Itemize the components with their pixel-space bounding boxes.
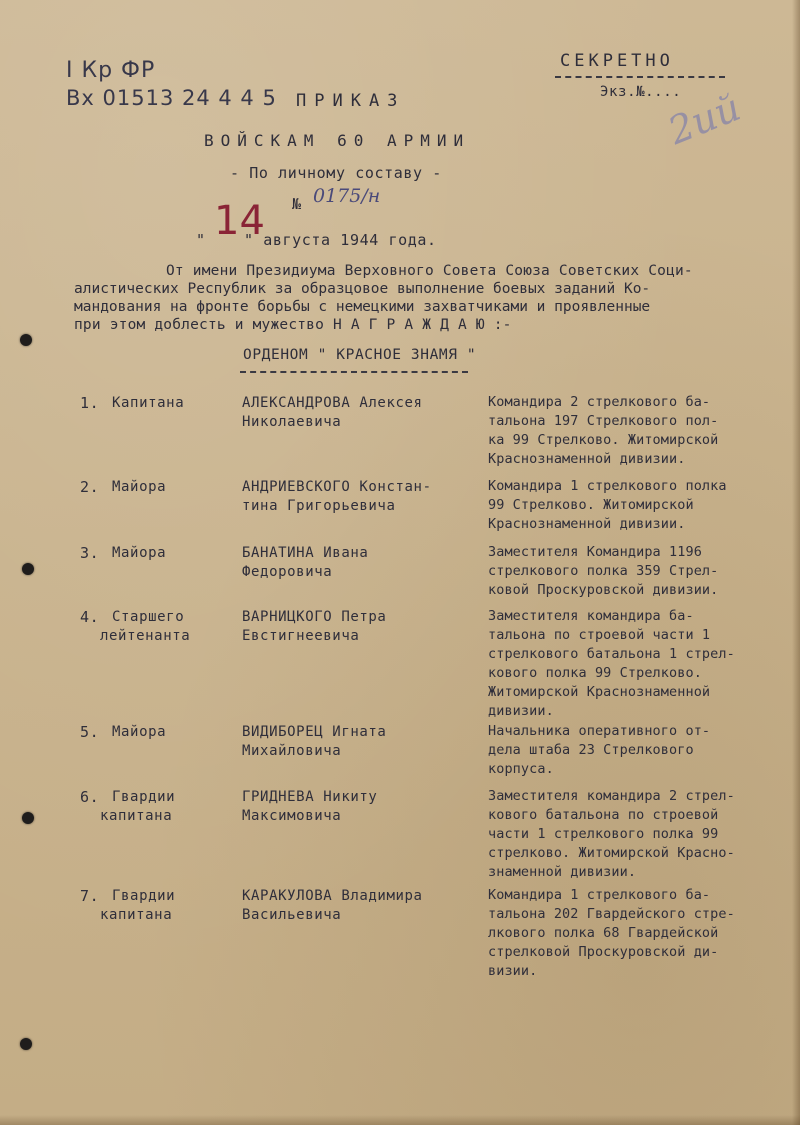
intro-line: при этом доблесть и мужество Н А Г Р А Ж Д А Ю :- — [74, 317, 512, 333]
awardee-position: дела штаба 23 Стрелкового — [488, 742, 694, 758]
awardee-position: визии. — [488, 963, 538, 979]
awardee-name: Васильевича — [242, 907, 342, 923]
awardee-name: Федоровича — [242, 564, 333, 580]
awardee-name: Евстигнеевича — [242, 628, 360, 644]
awardee-position: лкового полка 68 Гвардейской — [488, 925, 719, 941]
awardee-position: стрелкового батальона 1 стрел- — [488, 646, 735, 662]
awardee-position: кового батальона по строевой — [488, 807, 719, 823]
awardee-position: Заместителя командира 2 стрел- — [488, 788, 735, 804]
awardee-rank: Майора — [112, 724, 167, 740]
awardee-position: Краснознаменной дивизии. — [488, 516, 686, 532]
order-number-prefix: № — [292, 195, 302, 213]
awardee-name: КАРАКУЛОВА Владимира — [242, 888, 423, 904]
order-word: ПРИКАЗ — [296, 91, 406, 111]
awardee-rank: Капитана — [112, 395, 185, 411]
awardee-name: ВИДИБОРЕЦ Игната — [242, 724, 387, 740]
awardee-name: АЛЕКСАНДРОВА Алексея — [242, 395, 423, 411]
secret-underline — [555, 76, 725, 78]
intro-line: алистических Республик за образцовое выполнение боевых заданий Ко- — [74, 281, 651, 297]
awardee-position: корпуса. — [488, 761, 554, 777]
awardee-position: стрелкового полка 359 Стрел- — [488, 563, 719, 579]
awardee-name: Максимовича — [242, 808, 342, 824]
secret-label: СЕКРЕТНО — [560, 51, 674, 71]
awardee-number: 4. — [80, 608, 100, 626]
registration-code: I Кр ФР — [66, 58, 156, 83]
date-open-quote: " — [196, 231, 206, 249]
awardee-rank: Гвардии — [112, 789, 176, 805]
page-bottom-shadow — [0, 1115, 800, 1125]
awardee-position: дивизии. — [488, 703, 554, 719]
awardee-rank: капитана — [100, 907, 173, 923]
awardee-rank: Гвардии — [112, 888, 176, 904]
awardee-position: стрелковой Проскуровской ди- — [488, 944, 719, 960]
intro-line: мандования на фронте борьбы с немецкими захватчиками и проявленные — [74, 299, 651, 315]
award-order-title: ОРДЕНОМ " КРАСНОЕ ЗНАМЯ " — [243, 347, 477, 363]
page-edge-shadow — [792, 0, 800, 1125]
awardee-name: АНДРИЕВСКОГО Констан- — [242, 479, 432, 495]
intro-line: От имени Президиума Верховного Совета Союза Советских Соци- — [166, 263, 693, 279]
awardee-position: кового полка 99 Стрелково. — [488, 665, 702, 681]
punch-hole — [20, 334, 32, 346]
awardee-position: Начальника оперативного от- — [488, 723, 711, 739]
awardee-position: Заместителя Командира 1196 — [488, 544, 702, 560]
order-number-handwritten: 0175/н — [313, 185, 381, 207]
awardee-position: тальона 197 Стрелкового пол- — [488, 413, 719, 429]
awardee-position: Командира 2 стрелкового ба- — [488, 394, 711, 410]
awardee-position: 99 Стрелково. Житомирской — [488, 497, 694, 513]
awardee-name: ВАРНИЦКОГО Петра — [242, 609, 387, 625]
awardee-number: 1. — [80, 394, 100, 412]
awardee-number: 2. — [80, 478, 100, 496]
awardee-rank: капитана — [100, 808, 173, 824]
awardee-number: 7. — [80, 887, 100, 905]
date-day-handwritten: 14 — [214, 198, 265, 244]
awardee-position: знаменной дивизии. — [488, 864, 637, 880]
awardee-rank: Майора — [112, 479, 167, 495]
incoming-number: Вх 01513 24 4 4 5 — [66, 86, 277, 110]
awardee-position: стрелково. Житомирской Красно- — [488, 845, 735, 861]
awardee-position: тальона 202 Гвардейского стре- — [488, 906, 735, 922]
order-subtitle: - По личному составу - — [230, 164, 442, 182]
awardee-name: тина Григорьевича — [242, 498, 396, 514]
awardee-number: 3. — [80, 544, 100, 562]
punch-hole — [22, 563, 34, 575]
awardee-position: Житомирской Краснознаменной — [488, 684, 711, 700]
awardee-position: Командира 1 стрелкового ба- — [488, 887, 711, 903]
awardee-position: Командира 1 стрелкового полка — [488, 478, 727, 494]
awardee-name: БАНАТИНА Ивана — [242, 545, 369, 561]
award-order-underline — [240, 371, 468, 373]
copy-handwritten-note: 2ий — [662, 84, 747, 154]
awardee-position: части 1 стрелкового полка 99 — [488, 826, 719, 842]
awardee-number: 6. — [80, 788, 100, 806]
awardee-number: 5. — [80, 723, 100, 741]
awardee-position: ка 99 Стрелково. Житомирской — [488, 432, 719, 448]
copy-number-label: Экз.№.... — [600, 84, 682, 100]
awardee-name: ГРИДНЕВА Никиту — [242, 789, 378, 805]
awardee-rank: Майора — [112, 545, 167, 561]
awardee-position: ковой Проскуровской дивизии. — [488, 582, 719, 598]
awardee-position: тальона по строевой части 1 — [488, 627, 711, 643]
punch-hole — [20, 1038, 32, 1050]
awardee-rank: лейтенанта — [100, 628, 191, 644]
awardee-name: Николаевича — [242, 414, 342, 430]
awardee-name: Михайловича — [242, 743, 342, 759]
date-text: " августа 1944 года. — [244, 231, 437, 249]
punch-hole — [22, 812, 34, 824]
awardee-rank: Старшего — [112, 609, 185, 625]
awardee-position: Краснознаменной дивизии. — [488, 451, 686, 467]
awardee-position: Заместителя командира ба- — [488, 608, 694, 624]
army-title: ВОЙСКАМ 60 АРМИИ — [204, 131, 471, 150]
